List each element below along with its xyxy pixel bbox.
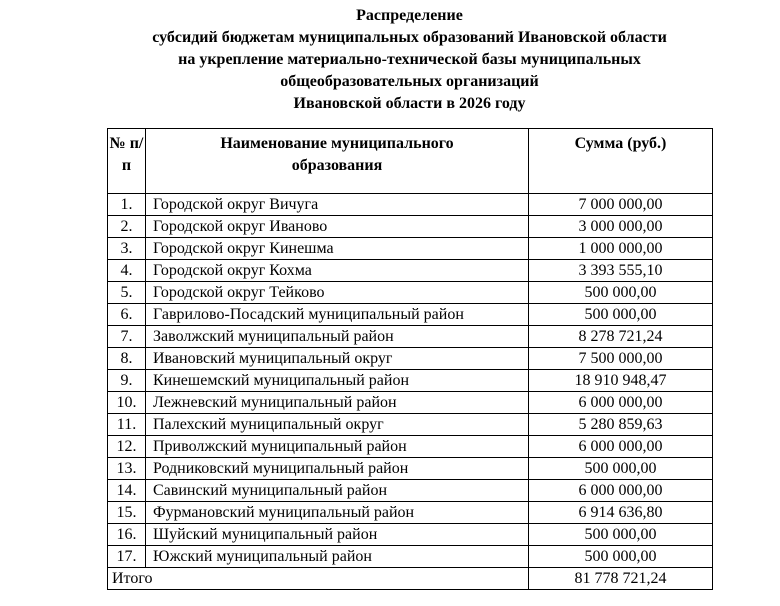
title-line-1: Распределение	[356, 7, 463, 24]
row-number: 7.	[108, 326, 146, 348]
amount: 18 910 948,47	[529, 370, 713, 392]
total-row	[108, 568, 713, 590]
row-number: 1.	[108, 194, 146, 216]
table-row	[108, 436, 713, 458]
table-header-row	[108, 129, 713, 194]
row-number: 4.	[108, 260, 146, 282]
title-line-5: Ивановской области в 2026 году	[293, 95, 526, 112]
municipality-name: Палехский муниципальный округ	[146, 414, 529, 436]
amount: 6 000 000,00	[529, 392, 713, 414]
amount: 6 000 000,00	[529, 436, 713, 458]
amount: 1 000 000,00	[529, 238, 713, 260]
municipality-name: Городской округ Тейково	[146, 282, 529, 304]
row-number: 16.	[108, 524, 146, 546]
col-header-num: № п/п	[108, 129, 146, 194]
amount: 7 000 000,00	[529, 194, 713, 216]
total-amount: 81 778 721,24	[529, 568, 713, 590]
municipality-name: Лежневский муниципальный район	[146, 392, 529, 414]
row-number: 2.	[108, 216, 146, 238]
title-line-4: общеобразовательных организаций	[280, 73, 539, 90]
amount: 5 280 859,63	[529, 414, 713, 436]
row-number: 3.	[108, 238, 146, 260]
row-number: 17.	[108, 546, 146, 568]
amount: 500 000,00	[529, 458, 713, 480]
row-number: 8.	[108, 348, 146, 370]
municipality-name: Ивановский муниципальный округ	[146, 348, 529, 370]
municipality-name: Фурмановский муниципальный район	[146, 502, 529, 524]
col-header-name-label: Наименование муниципального образования	[220, 135, 454, 174]
table-row	[108, 326, 713, 348]
municipality-name: Шуйский муниципальный район	[146, 524, 529, 546]
title-line-3: на укрепление материально-технической базы муниципальных	[178, 51, 641, 68]
table-row	[108, 458, 713, 480]
amount: 500 000,00	[529, 546, 713, 568]
table-row	[108, 348, 713, 370]
row-number: 15.	[108, 502, 146, 524]
amount: 500 000,00	[529, 282, 713, 304]
amount: 7 500 000,00	[529, 348, 713, 370]
table-row	[108, 194, 713, 216]
document-title	[107, 5, 712, 115]
municipality-name: Южский муниципальный район	[146, 546, 529, 568]
table-row	[108, 304, 713, 326]
row-number: 14.	[108, 480, 146, 502]
title-line-2: субсидий бюджетам муниципальных образований Ивановской области	[152, 29, 667, 46]
amount: 3 000 000,00	[529, 216, 713, 238]
table-row	[108, 480, 713, 502]
table-row	[108, 260, 713, 282]
subsidy-distribution-table	[107, 128, 713, 590]
table-row	[108, 414, 713, 436]
table-row	[108, 238, 713, 260]
document-page	[107, 0, 712, 590]
table-row	[108, 502, 713, 524]
table-row	[108, 524, 713, 546]
municipality-name: Городской округ Кинешма	[146, 238, 529, 260]
municipality-name: Родниковский муниципальный район	[146, 458, 529, 480]
row-number: 12.	[108, 436, 146, 458]
col-header-sum: Сумма (руб.)	[529, 129, 713, 194]
row-number: 13.	[108, 458, 146, 480]
municipality-name: Городской округ Кохма	[146, 260, 529, 282]
municipality-name: Кинешемский муниципальный район	[146, 370, 529, 392]
row-number: 11.	[108, 414, 146, 436]
municipality-name: Городской округ Иваново	[146, 216, 529, 238]
table-row	[108, 546, 713, 568]
municipality-name: Заволжский муниципальный район	[146, 326, 529, 348]
total-label: Итого	[108, 568, 529, 590]
amount: 500 000,00	[529, 524, 713, 546]
table-row	[108, 282, 713, 304]
municipality-name: Приволжский муниципальный район	[146, 436, 529, 458]
row-number: 10.	[108, 392, 146, 414]
municipality-name: Савинский муниципальный район	[146, 480, 529, 502]
amount: 500 000,00	[529, 304, 713, 326]
amount: 6 914 636,80	[529, 502, 713, 524]
table-row	[108, 216, 713, 238]
amount: 3 393 555,10	[529, 260, 713, 282]
amount: 8 278 721,24	[529, 326, 713, 348]
municipality-name: Городской округ Вичуга	[146, 194, 529, 216]
table-row	[108, 392, 713, 414]
amount: 6 000 000,00	[529, 480, 713, 502]
row-number: 9.	[108, 370, 146, 392]
municipality-name: Гаврилово-Посадский муниципальный район	[146, 304, 529, 326]
col-header-name	[146, 129, 529, 194]
table-row	[108, 370, 713, 392]
row-number: 6.	[108, 304, 146, 326]
row-number: 5.	[108, 282, 146, 304]
